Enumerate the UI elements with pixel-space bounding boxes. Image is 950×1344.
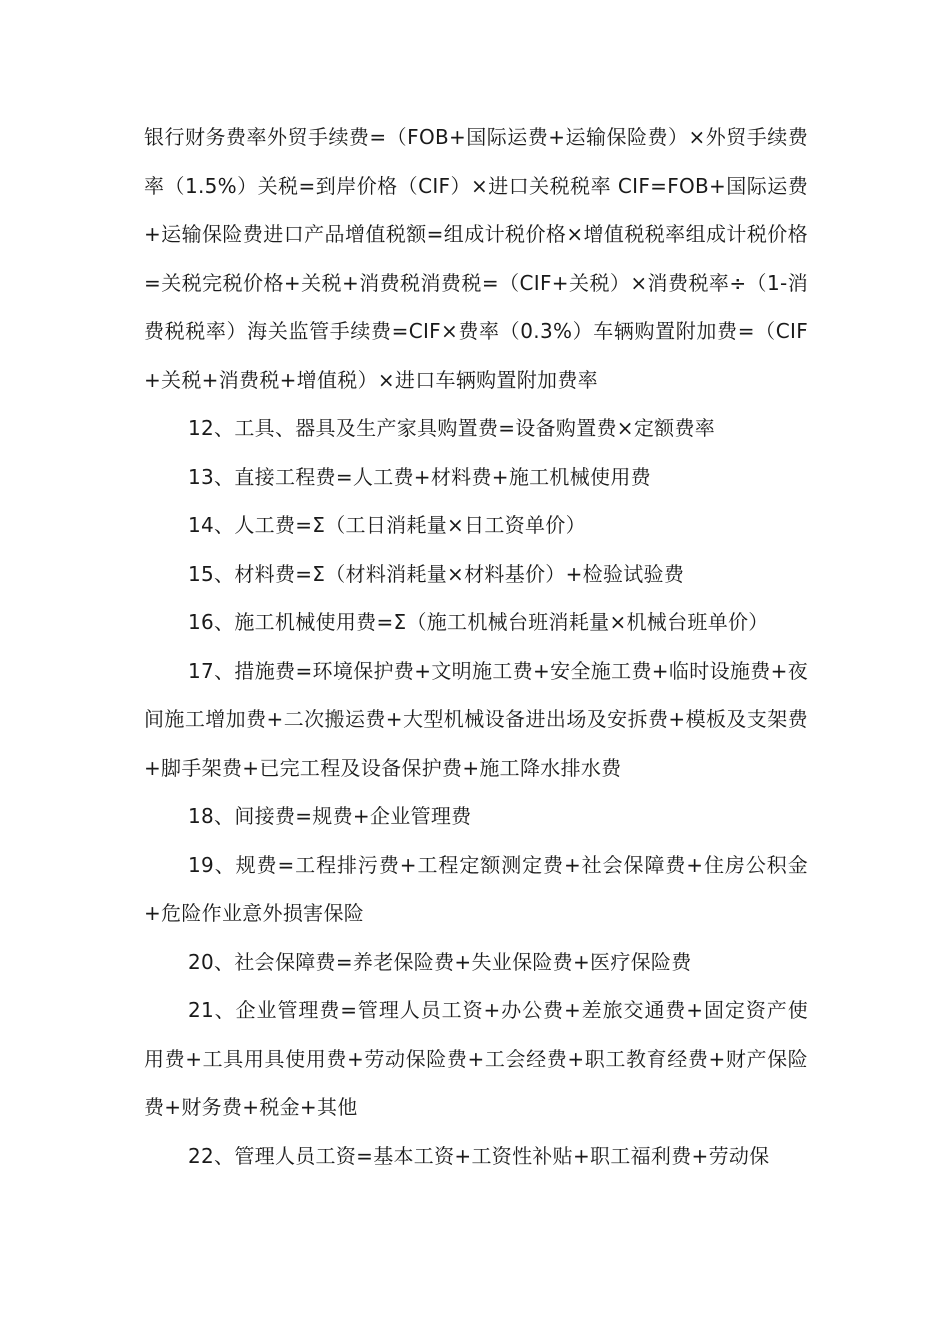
- paragraph-item-21: 21、企业管理费=管理人员工资+办公费+差旅交通费+固定资产使用费+工具用具使用费+劳动保险费+工会经费+职工教育经费+财产保险费+财务费+税金+其他: [144, 998, 808, 1119]
- paragraph-item-16: 16、施工机械使用费=Σ（施工机械台班消耗量×机械台班单价）: [188, 610, 769, 634]
- paragraph-item-12: 12、工具、器具及生产家具购置费=设备购置费×定额费率: [188, 416, 716, 440]
- paragraph-import-fees: 银行财务费率外贸手续费=（FOB+国际运费+运输保险费）×外贸手续费率（1.5%）关税=到岸价格（CIF）×进口关税税率 CIF=FOB+国际运费+运输保险费进口产品增值税额=组成计税价格×增值税税率组成计税价格=关税完税价格+关税+消费税消费税=（CIF+关税）×消费税率÷（1-消费税税率）海关监管手续费=CIF×费率（0.3%）车辆购置附加费=（CIF+关税+消费税+增值税）×进口车辆购置附加费率: [144, 125, 808, 392]
- paragraph-item-22: 22、管理人员工资=基本工资+工资性补贴+职工福利费+劳动保: [188, 1143, 770, 1168]
- document-body: [144, 113, 808, 1180]
- paragraph-item-15: 15、材料费=Σ（材料消耗量×材料基价）+检验试验费: [188, 561, 685, 586]
- paragraph-item-14: 14、人工费=Σ（工日消耗量×日工资单价）: [188, 513, 586, 537]
- paragraph-item-13: 13、直接工程费=人工费+材料费+施工机械使用费: [188, 464, 651, 489]
- paragraph-item-17: 17、措施费=环境保护费+文明施工费+安全施工费+临时设施费+夜间施工增加费+二次搬运费+大型机械设备进出场及安拆费+模板及支架费+脚手架费+已完工程及设备保护费+施工降水排水费: [144, 658, 808, 780]
- paragraph-item-19: 19、规费=工程排污费+工程定额测定费+社会保障费+住房公积金+危险作业意外损害保险: [144, 852, 808, 925]
- paragraph-item-18: 18、间接费=规费+企业管理费: [188, 804, 472, 828]
- paragraph-item-20: 20、社会保障费=养老保险费+失业保险费+医疗保险费: [188, 949, 692, 974]
